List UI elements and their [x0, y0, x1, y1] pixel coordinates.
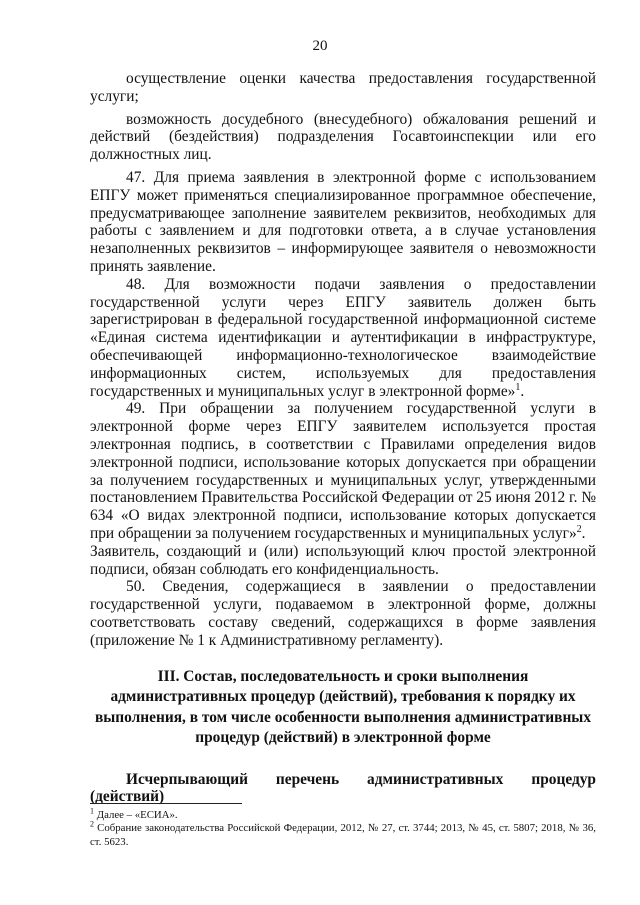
- section-heading: III. Состав, последовательность и сроки выполнения административных процедур (действий), требования к порядку их выполнения, в том числе особенности выполнения административных процедур (действий) в электронной форме: [94, 667, 592, 746]
- paragraph-48: 48. Для возможности подачи заявления о предоставлении государственной услуги через ЕПГУ заявитель должен быть зарегистрирован в федеральной государственной информационной системе «Единая система идентификации и аутентификации в инфраструктуре, обеспечивающей информационно-технологическое взаимодействие информационных систем, используемых для предоставления государственных и муниципальных услуг в электронной форме»$^1$.: [90, 275, 596, 400]
- footnote-1-number: 1: [90, 806, 94, 816]
- footnote-ref-2: 2: [576, 523, 582, 535]
- footnote-2: [90, 819, 597, 849]
- footnote-divider: [90, 803, 242, 804]
- subsection-heading: Исчерпывающий перечень административных процедур (действий): [90, 770, 596, 806]
- paragraph-quality-assessment: осуществление оценки качества предоставления государственной услуги;: [90, 70, 596, 105]
- footnote-2-number: 2: [90, 819, 94, 829]
- paragraph-49: 49. При обращении за получением государственной услуги в электронной форме через ЕПГУ заявителем используется простая электронная подпись, в соответствии с Правилами определения видов электронной подписи, использование которых допускается при обращении за получением государственных и муниципальных услуг, утвержденными постановлением Правительства Российской Федерации от 25 июня 2012 г. № 634 «О видах электронной подписи, использование которых допускается при обращении за получением государственных и муниципальных услуг»$^2$.: [90, 400, 597, 542]
- document-body: [90, 70, 596, 806]
- page-number: 20: [312, 38, 328, 54]
- paragraph-confidentiality: Заявитель, создающий и (или) использующий ключ простой электронной подписи, обязан соблюдать его конфиденциальность.: [90, 542, 596, 578]
- paragraph-47: 47. Для приема заявления в электронной форме с использованием ЕПГУ может применяться специализированное программное обеспечение, предусматривающее заполнение заявителем реквизитов, необходимых для работы с заявлением и для подготовки ответа, а в случае установления незаполненных реквизитов – информирующее заявителя о невозможности принять заявление.: [90, 168, 596, 275]
- footnote-1: [90, 806, 596, 822]
- paragraph-appeal-possibility: возможность досудебного (внесудебного) обжалования решений и действий (бездействия) подразделения Госавтоинспекции или его должностных лиц.: [90, 110, 596, 164]
- footnote-ref-1: 1: [515, 381, 521, 393]
- footnote-2-text: Собрание законодательства Российской Федерации, 2012, № 27, ст. 3744; 2013, № 45, ст. 5807; 2018, № 36, ст. 5623.: [90, 822, 597, 848]
- paragraph-49-text: 49. При обращении за получением государственной услуги в электронной форме через ЕПГУ заявителем используется простая электронная подпись, в соответствии с Правилами определения видов электронной подписи, использование которых допускается при обращении за получением государственных и муниципальных услуг, утвержденными постановлением Правительства Российской Федерации от 25 июня 2012 г. № 634 «О видах электронной подписи, использование которых допускается при обращении за получением государственных и муниципальных услуг»: [90, 400, 597, 542]
- paragraph-50: 50. Сведения, содержащиеся в заявлении о предоставлении государственной услуги, подаваемом в электронной форме, должны соответствовать составу сведений, содержащихся в форме заявления (приложение № 1 к Административному регламенту).: [90, 578, 596, 649]
- footnotes: [90, 806, 597, 849]
- paragraph-48-text: 48. Для возможности подачи заявления о предоставлении государственной услуги через ЕПГУ заявитель должен быть зарегистрирован в федеральной государственной информационной системе «Единая система идентификации и аутентификации в инфраструктуре, обеспечивающей информационно-технологическое взаимодействие информационных систем, используемых для предоставления государственных и муниципальных услуг в электронной форме»: [90, 275, 596, 400]
- footnote-1-text: Далее – «ЕСИА».: [96, 809, 178, 821]
